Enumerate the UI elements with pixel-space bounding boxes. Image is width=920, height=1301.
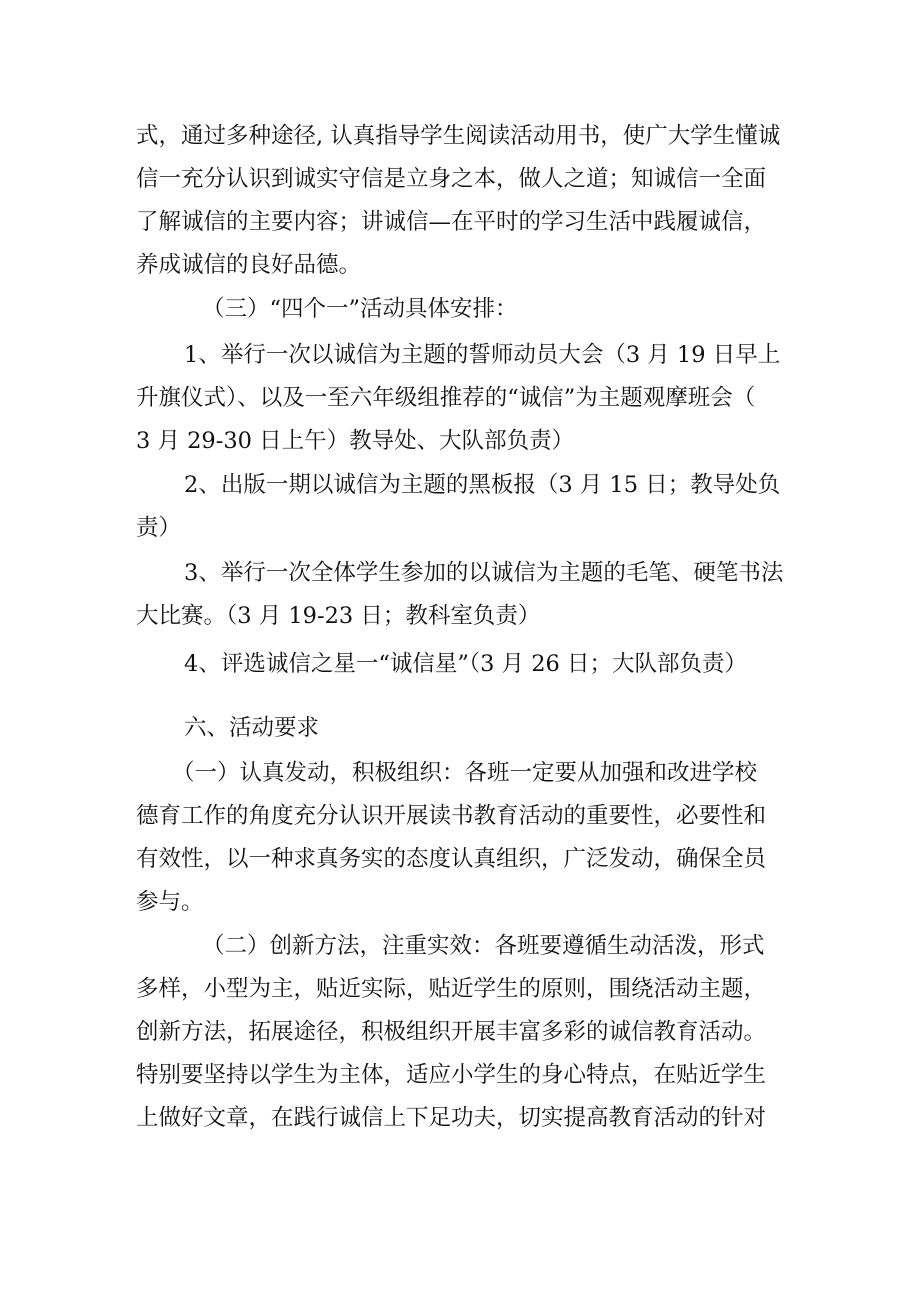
text-line: 升旗仪式）、以及一至六年级组推荐的“诚信”为主题观摩班会（	[136, 385, 756, 411]
section-heading-requirements	[136, 707, 796, 750]
text-line: 大比赛。（3 月 19-23 日；教科室负责）	[136, 603, 541, 629]
text-line: 多样，小型为主，贴近实际，贴近学生的原则，围绕活动主题，	[136, 976, 767, 1002]
text-line: 信一充分认识到诚实守信是立身之本，做人之道；知诚信一全面	[136, 166, 767, 192]
text-line: （二）创新方法，注重实效：各班要遵循生动活泼，形式	[202, 933, 765, 959]
text-line: 4、评选诚信之星一“诚信星”（3 月 26 日；大队部负责）	[184, 651, 747, 677]
text-line: 特别要坚持以学生为主体，适应小学生的身心特点，在贴近学生	[136, 1062, 767, 1088]
text-line: 了解诚信的主要内容；讲诚信—在平时的学习生活中践履诚信，	[136, 209, 767, 235]
text-line: 有效性，以一种求真务实的态度认真组织，广泛发动，确保全员	[136, 846, 767, 872]
requirement-2	[136, 925, 796, 1140]
text-line: 参与。	[136, 889, 204, 915]
text-line: 3、举行一次全体学生参加的以诚信为主题的毛笔、硬笔书法	[184, 560, 784, 586]
text-line: （三）“四个一”活动具体安排：	[202, 296, 518, 322]
text-line: 六、活动要求	[184, 715, 320, 741]
text-line: 德育工作的角度充分认识开展读书教育活动的重要性，必要性和	[136, 803, 767, 829]
text-line: 3 月 29-30 日上午）教导处、大队部负责）	[136, 428, 575, 454]
item-3	[136, 552, 796, 638]
text-line: 2、出版一期以诚信为主题的黑板报（3 月 15 日；教导处负	[184, 472, 781, 498]
text-line: （一）认真发动，积极组织：各班一定要从加强和改进学校	[172, 760, 758, 786]
paragraph-intro	[136, 115, 796, 287]
text-line: 1、举行一次以诚信为主题的誓师动员大会（3 月 19 日早上	[184, 342, 781, 368]
requirement-1	[136, 752, 796, 924]
text-line: 养成诚信的良好品德。	[136, 252, 362, 278]
subheading-four-ones	[202, 288, 796, 331]
text-line: 责）	[136, 515, 182, 541]
text-line: 式，通过多种途径, 认真指导学生阅读活动用书，使广大学生懂诚	[136, 123, 781, 149]
text-line: 创新方法，拓展途径，积极组织开展丰富多彩的诚信教育活动。	[136, 1019, 767, 1045]
text-line: 上做好文章，在践行诚信上下足功夫，切实提高教育活动的针对	[136, 1105, 767, 1131]
item-4	[136, 643, 796, 686]
item-1	[136, 334, 796, 463]
item-2	[136, 464, 796, 550]
